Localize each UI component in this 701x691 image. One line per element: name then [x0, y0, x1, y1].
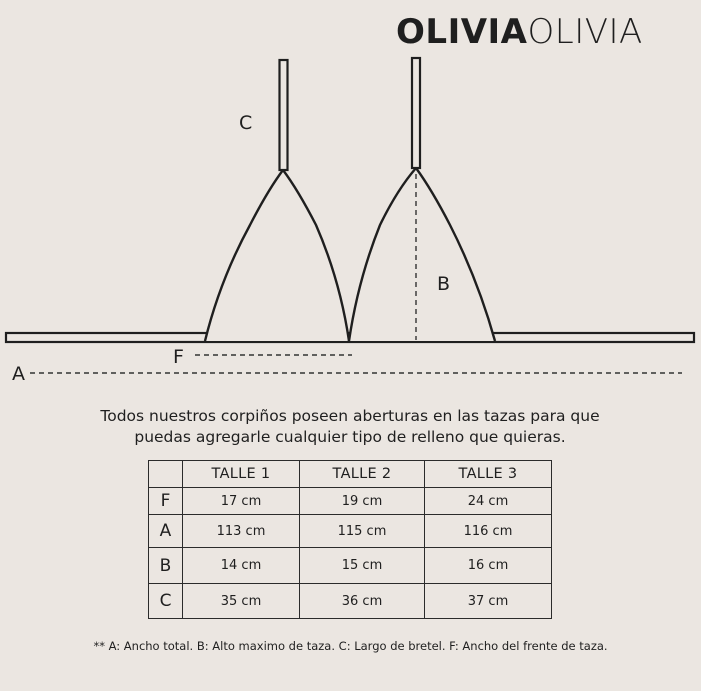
- table-cell: 36 cm: [300, 584, 425, 619]
- table-cell: 19 cm: [300, 488, 425, 515]
- brand-bold-text: OLIVIA: [396, 12, 528, 52]
- table-cell: 15 cm: [300, 548, 425, 584]
- label-b: B: [437, 273, 451, 295]
- right-strap: [412, 58, 420, 168]
- table-cell: 113 cm: [183, 515, 300, 548]
- row-label: A: [149, 515, 183, 548]
- table-cell: 24 cm: [425, 488, 552, 515]
- right-cup: [349, 168, 495, 341]
- table-cell: 115 cm: [300, 515, 425, 548]
- table-cell: 35 cm: [183, 584, 300, 619]
- description: [40, 406, 660, 448]
- table-cell: 116 cm: [425, 515, 552, 548]
- size-table: [148, 460, 552, 619]
- table-row: [149, 584, 552, 619]
- row-label: F: [149, 488, 183, 515]
- label-f: F: [173, 346, 184, 368]
- header-talle-1: TALLE 1: [183, 461, 300, 488]
- footnote: ** A: Ancho total. B: Alto maximo de taza. C: Largo de bretel. F: Ancho del frente de taza.: [93, 639, 608, 653]
- label-a: A: [12, 363, 25, 385]
- left-strap: [280, 60, 288, 170]
- description-line-2: puedas agregarle cualquier tipo de relleno que quieras.: [134, 428, 566, 446]
- table-row: [149, 548, 552, 584]
- table-header-row: [149, 461, 552, 488]
- brand-light-text: OLIVIA: [527, 12, 643, 52]
- table-row: [149, 488, 552, 515]
- header-talle-3: TALLE 3: [425, 461, 552, 488]
- row-label: C: [149, 584, 183, 619]
- table-cell: 37 cm: [425, 584, 552, 619]
- row-label: B: [149, 548, 183, 584]
- header-talle-2: TALLE 2: [300, 461, 425, 488]
- table-corner-cell: [149, 461, 183, 488]
- table-cell: 16 cm: [425, 548, 552, 584]
- label-c: C: [239, 112, 253, 134]
- table-cell: 17 cm: [183, 488, 300, 515]
- table-cell: 14 cm: [183, 548, 300, 584]
- description-line-1: Todos nuestros corpiños poseen aberturas en las tazas para que: [100, 407, 600, 425]
- table-row: [149, 515, 552, 548]
- left-cup: [205, 170, 349, 341]
